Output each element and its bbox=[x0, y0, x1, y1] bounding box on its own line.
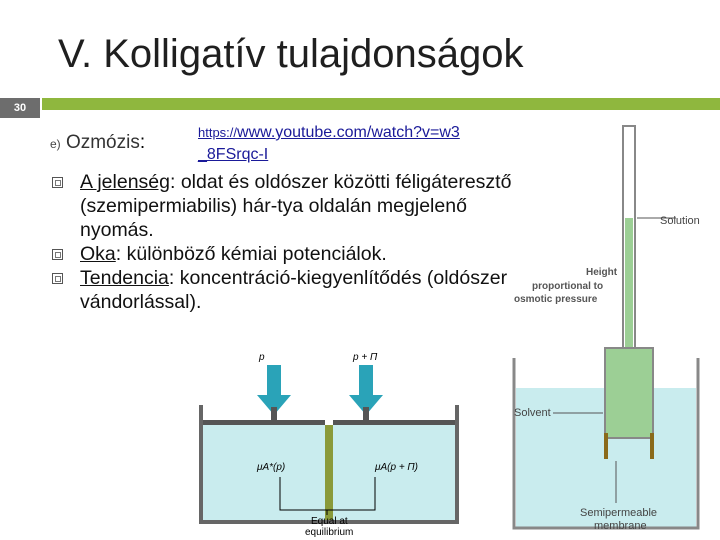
equal-label-1: Equal at bbox=[311, 516, 348, 527]
height-label-1: Height bbox=[586, 267, 618, 278]
subtitle-letter: e) bbox=[50, 137, 61, 151]
subtitle bbox=[50, 132, 145, 154]
slide-title: V. Kolligatív tulajdonságok bbox=[58, 32, 524, 76]
bullet-list bbox=[52, 170, 522, 314]
link-prefix[interactable]: https:// bbox=[198, 125, 238, 140]
subtitle-colon: : bbox=[139, 132, 146, 153]
chem-potential-left: μA*(p) bbox=[257, 462, 286, 473]
bullet-item bbox=[52, 170, 522, 242]
pressure-label-right: p + Π bbox=[353, 352, 378, 363]
solution-bulb bbox=[605, 348, 653, 438]
title-divider bbox=[42, 98, 720, 110]
equal-label-2: equilibrium bbox=[305, 527, 354, 538]
video-link[interactable] bbox=[198, 124, 460, 142]
height-label-3: osmotic pressure bbox=[514, 294, 598, 305]
height-label-2: proportional to bbox=[532, 281, 604, 292]
membrane bbox=[325, 425, 333, 520]
solution-label: Solution bbox=[660, 215, 700, 227]
bullet-item bbox=[52, 242, 522, 266]
bullet-icon bbox=[52, 249, 63, 260]
osmosis-apparatus bbox=[508, 118, 720, 540]
chem-potential-right: μA(p + Π) bbox=[375, 462, 419, 473]
piston-left bbox=[203, 420, 325, 425]
bullet-icon bbox=[52, 273, 63, 284]
membrane-label-2: membrane bbox=[594, 520, 647, 532]
osmosis-diagram bbox=[195, 345, 485, 540]
bullet-term: A jelenség bbox=[80, 171, 170, 193]
bullet-item bbox=[52, 266, 522, 314]
bullet-term: Tendencia bbox=[80, 267, 169, 289]
bullet-term: Oka bbox=[80, 243, 116, 265]
video-link-cont[interactable]: _8FSrqc-I bbox=[198, 146, 269, 163]
solvent-label: Solvent bbox=[514, 407, 551, 419]
bullet-text: : különböző kémiai potenciálok. bbox=[115, 243, 387, 265]
bullet-text: : koncentráció-kiegyenlítődés (oldószer vándorlással). bbox=[80, 267, 508, 313]
slide-number: 30 bbox=[0, 98, 40, 118]
membrane-left bbox=[604, 433, 608, 459]
pressure-label-left: p bbox=[259, 352, 265, 363]
piston-right bbox=[333, 420, 455, 425]
bullet-text: : oldat és oldószer közötti féligáteresztő (szemipermiabilis) hár-tya oldalán megjelenő nyomás. bbox=[80, 171, 512, 241]
link-line-1[interactable]: www.youtube.com/watch?v=w3 bbox=[237, 124, 460, 141]
piston-rod-right bbox=[363, 407, 369, 421]
piston-rod-left bbox=[271, 407, 277, 421]
subtitle-word: Ozmózis bbox=[65, 132, 140, 153]
membrane-label-1: Semipermeable bbox=[580, 507, 658, 519]
bullet-icon bbox=[52, 177, 63, 188]
membrane-right bbox=[650, 433, 654, 459]
